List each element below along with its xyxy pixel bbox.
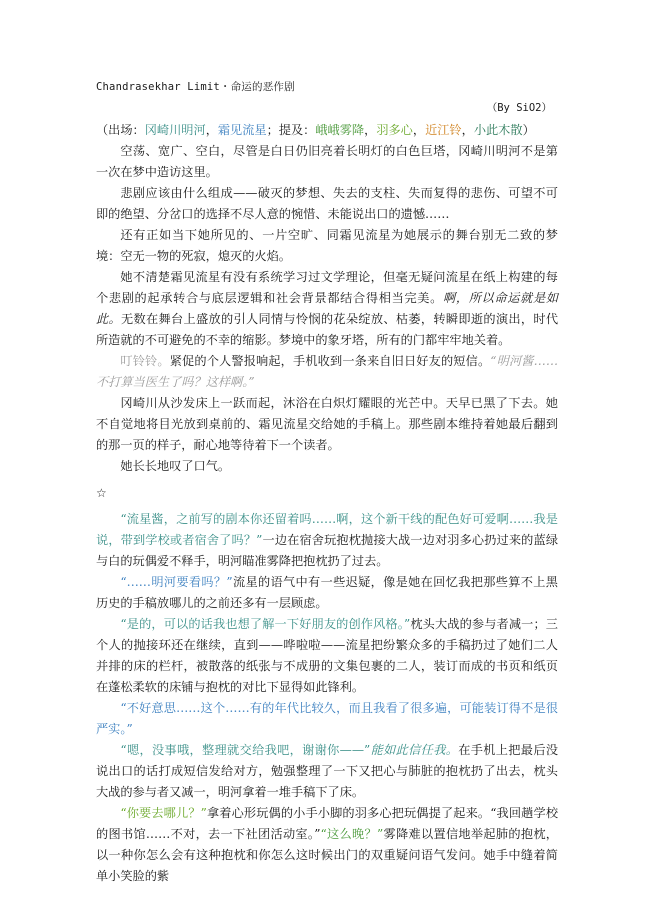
narration: 枕头大战的参与者减一；三个人的抛接环还在继续，直到——哗啦啦——流星把纷繁众多的手稿扔过了她们二人并排的床的栏杆，被散落的纸张与不成册的文集包裹的二人，装订而成的书页和纸页在蓬松柔软的床铺与抱枕的对比下显得如此锋利。 [96, 617, 558, 694]
meiga-speech: “是的，可以的话我也想了解一下好朋友的创作风格。” [120, 617, 411, 631]
cast-close: ） [522, 123, 535, 137]
ryusei-speech: “不好意思……这个……有的年代比较久，而且我看了很多遍，可能装订得不是很严实。” [96, 701, 558, 736]
phone-ring-sound: 叮铃铃。 [120, 354, 170, 368]
narration: 流星的语气中有一些迟疑，像是她在回忆我把那些算不上黑历史的手稿放哪儿的之前还多有一层顾虑。 [96, 575, 558, 610]
paragraph [96, 351, 558, 393]
paragraph: 她长长地叹了口气。 [120, 459, 231, 473]
meiga-speech: “我回趟学校的图书馆……不对，去一下社团活动室。” [96, 806, 559, 841]
paragraph: 空荡、宽广、空白，尽管是白日仍旧亮着长明灯的白色巨塔，冈崎川明河不是第一次在梦中造访这里。 [96, 144, 558, 179]
paragraph: 还有正如当下她所见的、一片空旷、同霜见流星为她展示的舞台别无二致的梦境：空无一物的死寂，熄灭的火焰。 [96, 228, 558, 263]
kirifuri-speech: “这么晚？” [320, 827, 384, 841]
section-break-star: ☆ [96, 486, 107, 500]
paragraph [96, 509, 558, 572]
narration: 雾降难以置信地举起肺的抱枕，以一种你怎么会有这种抱枕和你怎么这时候出门的双重疑问语气发问。她手中缝着简单小笑脸的紫 [96, 827, 558, 883]
narration: 紧促的个人警报响起，手机收到一条来自旧日好友的短信。 [169, 354, 491, 368]
cast-open: （出场： [96, 123, 145, 137]
cast-name-rin: 近江铃 [425, 123, 462, 137]
cast-sep: ， [205, 123, 218, 137]
kokoro-speech: “你要去哪儿？” [120, 806, 207, 820]
cast-sep: ， [412, 123, 426, 137]
cast-sep: ， [364, 123, 377, 137]
cast-sep: ， [461, 123, 474, 137]
text-message: “明河酱……不打算当医生了吗？这样啊。” [96, 354, 559, 389]
cast-name-kokoro: 羽多心 [376, 123, 413, 137]
author-byline: （By SiO2） [486, 102, 552, 114]
document-body [96, 120, 558, 887]
narration: 无数在舞台上盛放的引人同情与怜悯的花朵绽放、枯萎，转瞬即逝的演出，时代所造就的不可避免的不幸的缩影。梦境中的象牙塔，所有的门都牢牢地关着。 [96, 312, 559, 347]
narration: 她不清楚霜见流星有没有系统学习过文学理论，但毫无疑问流星在纸上构建的每个悲剧的起承转合与底层逻辑和社会背景都结合得相当完美。 [96, 270, 558, 305]
paragraph [96, 803, 558, 887]
cast-list [96, 120, 558, 141]
meiga-speech: “流星酱，之前写的剧本你还留着吗……啊，这个新干线的配色好可爱啊……我是说，带到学校或者宿舍了吗？” [96, 512, 558, 547]
inner-thought: 啊，所以命运就是如此。 [96, 291, 559, 326]
paragraph [96, 614, 558, 698]
paragraph [96, 572, 558, 614]
paragraph [96, 740, 558, 803]
inner-thought: 能如此信任我。 [370, 743, 459, 757]
document-title: Chandrasekhar Limit・命运的恶作剧 [96, 81, 295, 93]
paragraph: 冈崎川从沙发床上一跃而起，沐浴在白炽灯耀眼的光芒中。天早已黑了下去。她不自觉地将目光放到桌前的、霜见流星交给她的手稿上。那些剧本维持着她最后翻到的那一页的样子，耐心地等待着下一个读者。 [96, 396, 558, 452]
narration: 一边在宿舍玩抱枕抛接大战一边对羽多心扔过来的蓝绿与白的玩偶爱不释手，明河瞄准雾降把抱枕扔了过去。 [96, 533, 559, 568]
ryusei-speech: “……明河要看吗？” [120, 575, 233, 589]
narration: 拿着心形玩偶的小手小脚的羽多心把玩偶提了起来。 [206, 806, 491, 820]
cast-name-meiga: 冈崎川明河 [144, 123, 206, 137]
cast-name-ryusei: 霜见流星 [217, 123, 267, 137]
narration: 在手机上把最后没说出口的话打成短信发给对方，勉强整理了一下又把心与肺脏的抱枕扔了出去，枕头大战的参与者又减一，明河拿着一堆手稿下了床。 [96, 743, 559, 799]
paragraph: 悲剧应该由什么组成——破灭的梦想、失去的支柱、失而复得的悲伤、可望不可即的绝望、分岔口的选择不尽人意的惋惜、未能说出口的遗憾…… [96, 186, 558, 221]
meiga-speech: “嗯，没事哦，整理就交给我吧，谢谢你——” [120, 743, 371, 757]
cast-name-sanzu: 小此木散 [473, 123, 523, 137]
paragraph [96, 267, 558, 351]
cast-name-kirifuri: 峨峨雾降 [315, 123, 365, 137]
cast-mid: ；提及： [266, 123, 316, 137]
